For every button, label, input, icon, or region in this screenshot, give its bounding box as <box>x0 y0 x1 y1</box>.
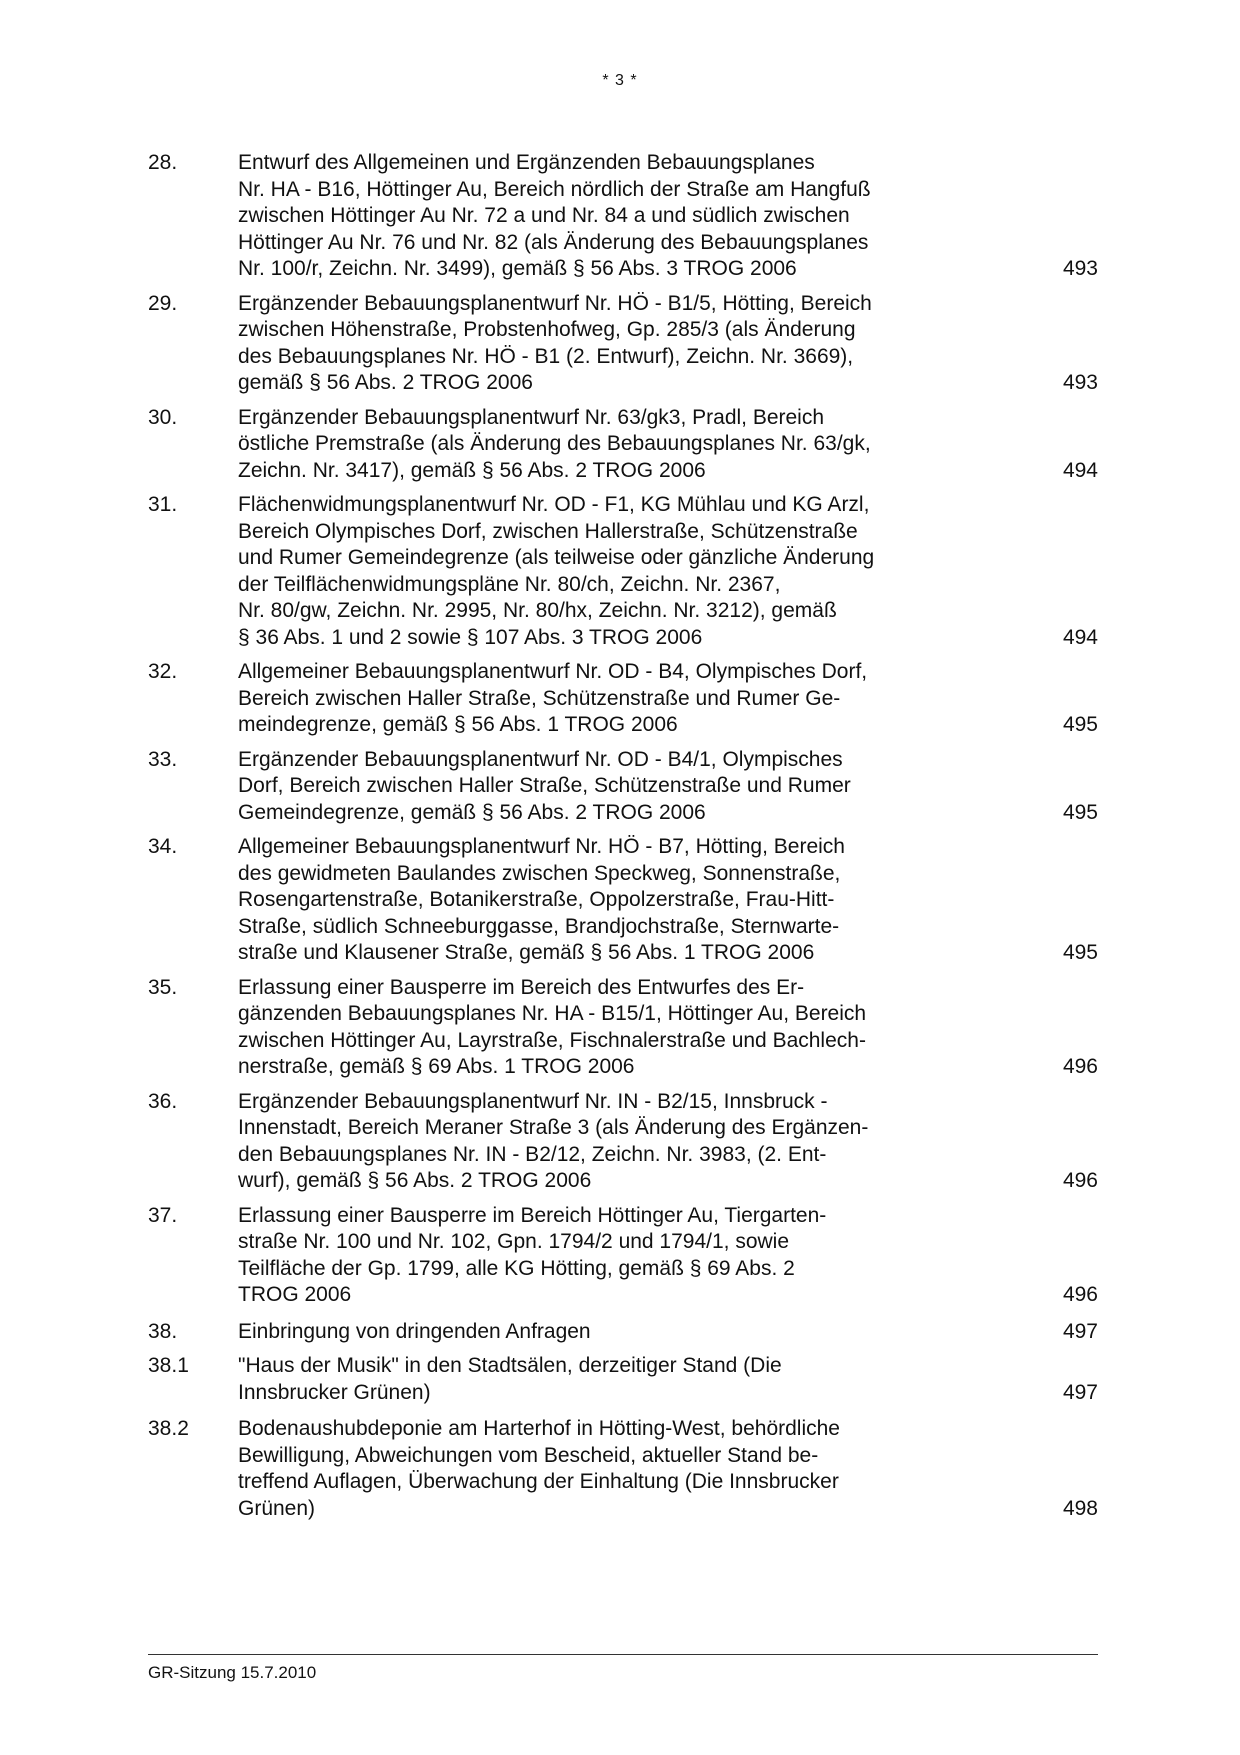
agenda-item-number: 28. <box>148 151 178 174</box>
agenda-item-page: 494 <box>1062 625 1098 649</box>
agenda-item-page: 495 <box>1062 941 1098 964</box>
agenda-item-title-line: Einbringung von dringenden Anfragen <box>238 1319 591 1343</box>
agenda-item-number: 33. <box>148 747 178 771</box>
agenda-item-page: 495 <box>1062 713 1098 736</box>
agenda-item-title-line: Bewilligung, Abweichungen vom Bescheid, aktueller Stand be- <box>238 1443 819 1467</box>
agenda-item <box>148 1319 1098 1346</box>
agenda-item-number: 37. <box>148 1203 178 1227</box>
agenda-item-page: 497 <box>1062 1319 1098 1343</box>
agenda-item-title <box>238 1416 958 1522</box>
agenda-item-title-line: straße und Klausener Straße, gemäß § 56 Abs. 1 TROG 2006 <box>238 941 815 964</box>
agenda-item-title-line: Flächenwidmungsplanentwurf Nr. OD - F1, KG Mühlau und KG Arzl, <box>238 493 870 516</box>
agenda-item-title-line: Erlassung einer Bausperre im Bereich Höttinger Au, Tiergarten- <box>238 1203 827 1227</box>
agenda-item-title-line: Nr. 100/r, Zeichn. Nr. 3499), gemäß § 56 Abs. 3 TROG 2006 <box>238 257 797 280</box>
agenda-item-page: 497 <box>1062 1380 1098 1404</box>
agenda-item-title <box>238 747 958 827</box>
footer-session-label: GR-Sitzung 15.7.2010 <box>148 1663 317 1682</box>
agenda-item <box>148 975 1098 1081</box>
agenda-item-page: 495 <box>1062 800 1098 824</box>
agenda-item-title-line: gänzenden Bebauungsplanes Nr. HA - B15/1, Höttinger Au, Bereich <box>238 1002 867 1025</box>
agenda-item-title-line: Höttinger Au Nr. 76 und Nr. 82 (als Änderung des Bebauungsplanes <box>238 230 869 254</box>
agenda-item-number: 34. <box>148 835 178 858</box>
agenda-item-page: 493 <box>1062 371 1098 394</box>
agenda-item-title-line: Zeichn. Nr. 3417), gemäß § 56 Abs. 2 TROG 2006 <box>238 458 706 482</box>
agenda-item-number: 35. <box>148 975 178 999</box>
agenda-item-title-line: Ergänzender Bebauungsplanentwurf Nr. IN - B2/15, Innsbruck - <box>238 1089 828 1113</box>
agenda-item-title <box>238 291 958 397</box>
agenda-item-title <box>238 150 958 283</box>
agenda-item-number: 30. <box>148 405 178 429</box>
agenda-item-title-line: Ergänzender Bebauungsplanentwurf Nr. HÖ - B1/5, Hötting, Bereich <box>238 291 872 315</box>
agenda-item-title <box>238 1319 958 1346</box>
agenda-item-title <box>238 659 958 739</box>
agenda-item <box>148 834 1098 967</box>
agenda-item-title-line: meindegrenze, gemäß § 56 Abs. 1 TROG 2006 <box>238 713 678 736</box>
agenda-item-title-line: Straße, südlich Schneeburggasse, Brandjochstraße, Sternwarte- <box>238 914 840 938</box>
agenda-item-title-line: Rosengartenstraße, Botanikerstraße, Oppolzerstraße, Frau-Hitt- <box>238 888 835 911</box>
agenda-item-title <box>238 975 958 1081</box>
agenda-item <box>148 1353 1098 1406</box>
agenda-item-title-line: Nr. 80/gw, Zeichn. Nr. 2995, Nr. 80/hx, Zeichn. Nr. 3212), gemäß <box>238 599 837 622</box>
agenda-item-title-line: Dorf, Bereich zwischen Haller Straße, Schützenstraße und Rumer <box>238 774 851 797</box>
agenda-item-title-line: Erlassung einer Bausperre im Bereich des Entwurfes des Er- <box>238 975 805 999</box>
agenda-item-title-line: zwischen Höhenstraße, Probstenhofweg, Gp. 285/3 (als Änderung <box>238 318 856 341</box>
page-number: * 3 * <box>602 72 638 89</box>
agenda-item <box>148 747 1098 827</box>
agenda-item <box>148 659 1098 739</box>
agenda-item-page: 494 <box>1062 458 1098 482</box>
agenda-item <box>148 405 1098 485</box>
agenda-item-number: 38.2 <box>148 1417 189 1440</box>
agenda-item-title-line: Teilfläche der Gp. 1799, alle KG Hötting, gemäß § 69 Abs. 2 <box>238 1256 795 1280</box>
agenda-item-title-line: Bereich zwischen Haller Straße, Schützenstraße und Rumer Ge- <box>238 686 841 710</box>
agenda-item-title-line: Ergänzender Bebauungsplanentwurf Nr. 63/gk3, Pradl, Bereich <box>238 405 825 429</box>
agenda-item-title-line: des gewidmeten Baulandes zwischen Speckweg, Sonnenstraße, <box>238 861 841 885</box>
agenda-item-title <box>238 492 958 651</box>
agenda-item-title <box>238 1203 958 1309</box>
agenda-item-title-line: östliche Premstraße (als Änderung des Bebauungsplanes Nr. 63/gk, <box>238 432 871 455</box>
agenda-item-title-line: zwischen Höttinger Au Nr. 72 a und Nr. 84 a und südlich zwischen <box>238 204 850 227</box>
agenda-item-title-line: nerstraße, gemäß § 69 Abs. 1 TROG 2006 <box>238 1055 635 1078</box>
agenda-item-number: 32. <box>148 660 178 683</box>
agenda-list <box>148 150 1098 1522</box>
agenda-item-title-line: "Haus der Musik" in den Stadtsälen, derzeitiger Stand (Die <box>238 1354 782 1377</box>
agenda-item-title-line: Innsbrucker Grünen) <box>238 1380 431 1404</box>
footer-divider <box>148 1654 1098 1655</box>
agenda-item-number: 36. <box>148 1089 178 1113</box>
agenda-item-title-line: Nr. HA - B16, Höttinger Au, Bereich nördlich der Straße am Hangfuß <box>238 177 871 201</box>
agenda-item-title <box>238 1353 958 1406</box>
agenda-item-page: 496 <box>1062 1283 1098 1306</box>
agenda-item-title-line: Grünen) <box>238 1496 316 1520</box>
agenda-item-title-line: der Teilflächenwidmungspläne Nr. 80/ch, Zeichn. Nr. 2367, <box>238 572 781 596</box>
agenda-item <box>148 150 1098 283</box>
agenda-item-page: 498 <box>1062 1496 1098 1520</box>
agenda-item-title-line: gemäß § 56 Abs. 2 TROG 2006 <box>238 371 533 394</box>
agenda-item-number: 31. <box>148 493 178 516</box>
agenda-item-page: 496 <box>1062 1055 1098 1078</box>
agenda-item-title-line: des Bebauungsplanes Nr. HÖ - B1 (2. Entwurf), Zeichn. Nr. 3669), <box>238 344 854 368</box>
agenda-item <box>148 492 1098 651</box>
agenda-item-title-line: Allgemeiner Bebauungsplanentwurf Nr. HÖ - B7, Hötting, Bereich <box>238 835 845 858</box>
agenda-item <box>148 1089 1098 1195</box>
agenda-item-title-line: Ergänzender Bebauungsplanentwurf Nr. OD - B4/1, Olympisches <box>238 747 843 771</box>
agenda-item-number: 29. <box>148 291 178 315</box>
agenda-item-title-line: wurf), gemäß § 56 Abs. 2 TROG 2006 <box>238 1169 592 1192</box>
agenda-item-page: 493 <box>1062 257 1098 280</box>
agenda-item-number: 38. <box>148 1319 178 1343</box>
agenda-item-title-line: Gemeindegrenze, gemäß § 56 Abs. 2 TROG 2006 <box>238 800 706 824</box>
agenda-item-title-line: TROG 2006 <box>238 1283 352 1306</box>
agenda-item-title-line: § 36 Abs. 1 und 2 sowie § 107 Abs. 3 TROG 2006 <box>238 625 703 649</box>
agenda-item-title-line: Allgemeiner Bebauungsplanentwurf Nr. OD - B4, Olympisches Dorf, <box>238 660 868 683</box>
agenda-item-title-line: Entwurf des Allgemeinen und Ergänzenden Bebauungsplanes <box>238 151 815 174</box>
agenda-item-title-line: treffend Auflagen, Überwachung der Einhaltung (Die Innsbrucker <box>238 1470 839 1493</box>
agenda-item-title-line: straße Nr. 100 und Nr. 102, Gpn. 1794/2 und 1794/1, sowie <box>238 1230 790 1253</box>
agenda-item-title <box>238 834 958 967</box>
agenda-item <box>148 1416 1098 1522</box>
agenda-item-title <box>238 1089 958 1195</box>
agenda-item-title-line: zwischen Höttinger Au, Layrstraße, Fischnalerstraße und Bachlech- <box>238 1028 866 1052</box>
agenda-item-page: 496 <box>1062 1169 1098 1192</box>
agenda-item <box>148 291 1098 397</box>
agenda-item <box>148 1203 1098 1309</box>
agenda-item-title-line: Bereich Olympisches Dorf, zwischen Hallerstraße, Schützenstraße <box>238 519 858 543</box>
agenda-item-title <box>238 405 958 485</box>
agenda-item-title-line: Innenstadt, Bereich Meraner Straße 3 (als Änderung des Ergänzen- <box>238 1116 869 1139</box>
agenda-item-title-line: und Rumer Gemeindegrenze (als teilweise oder gänzliche Änderung <box>238 546 875 569</box>
agenda-item-number: 38.1 <box>148 1354 189 1377</box>
agenda-item-title-line: den Bebauungsplanes Nr. IN - B2/12, Zeichn. Nr. 3983, (2. Ent- <box>238 1142 827 1166</box>
agenda-item-title-line: Bodenaushubdeponie am Harterhof in Hötting-West, behördliche <box>238 1417 840 1440</box>
